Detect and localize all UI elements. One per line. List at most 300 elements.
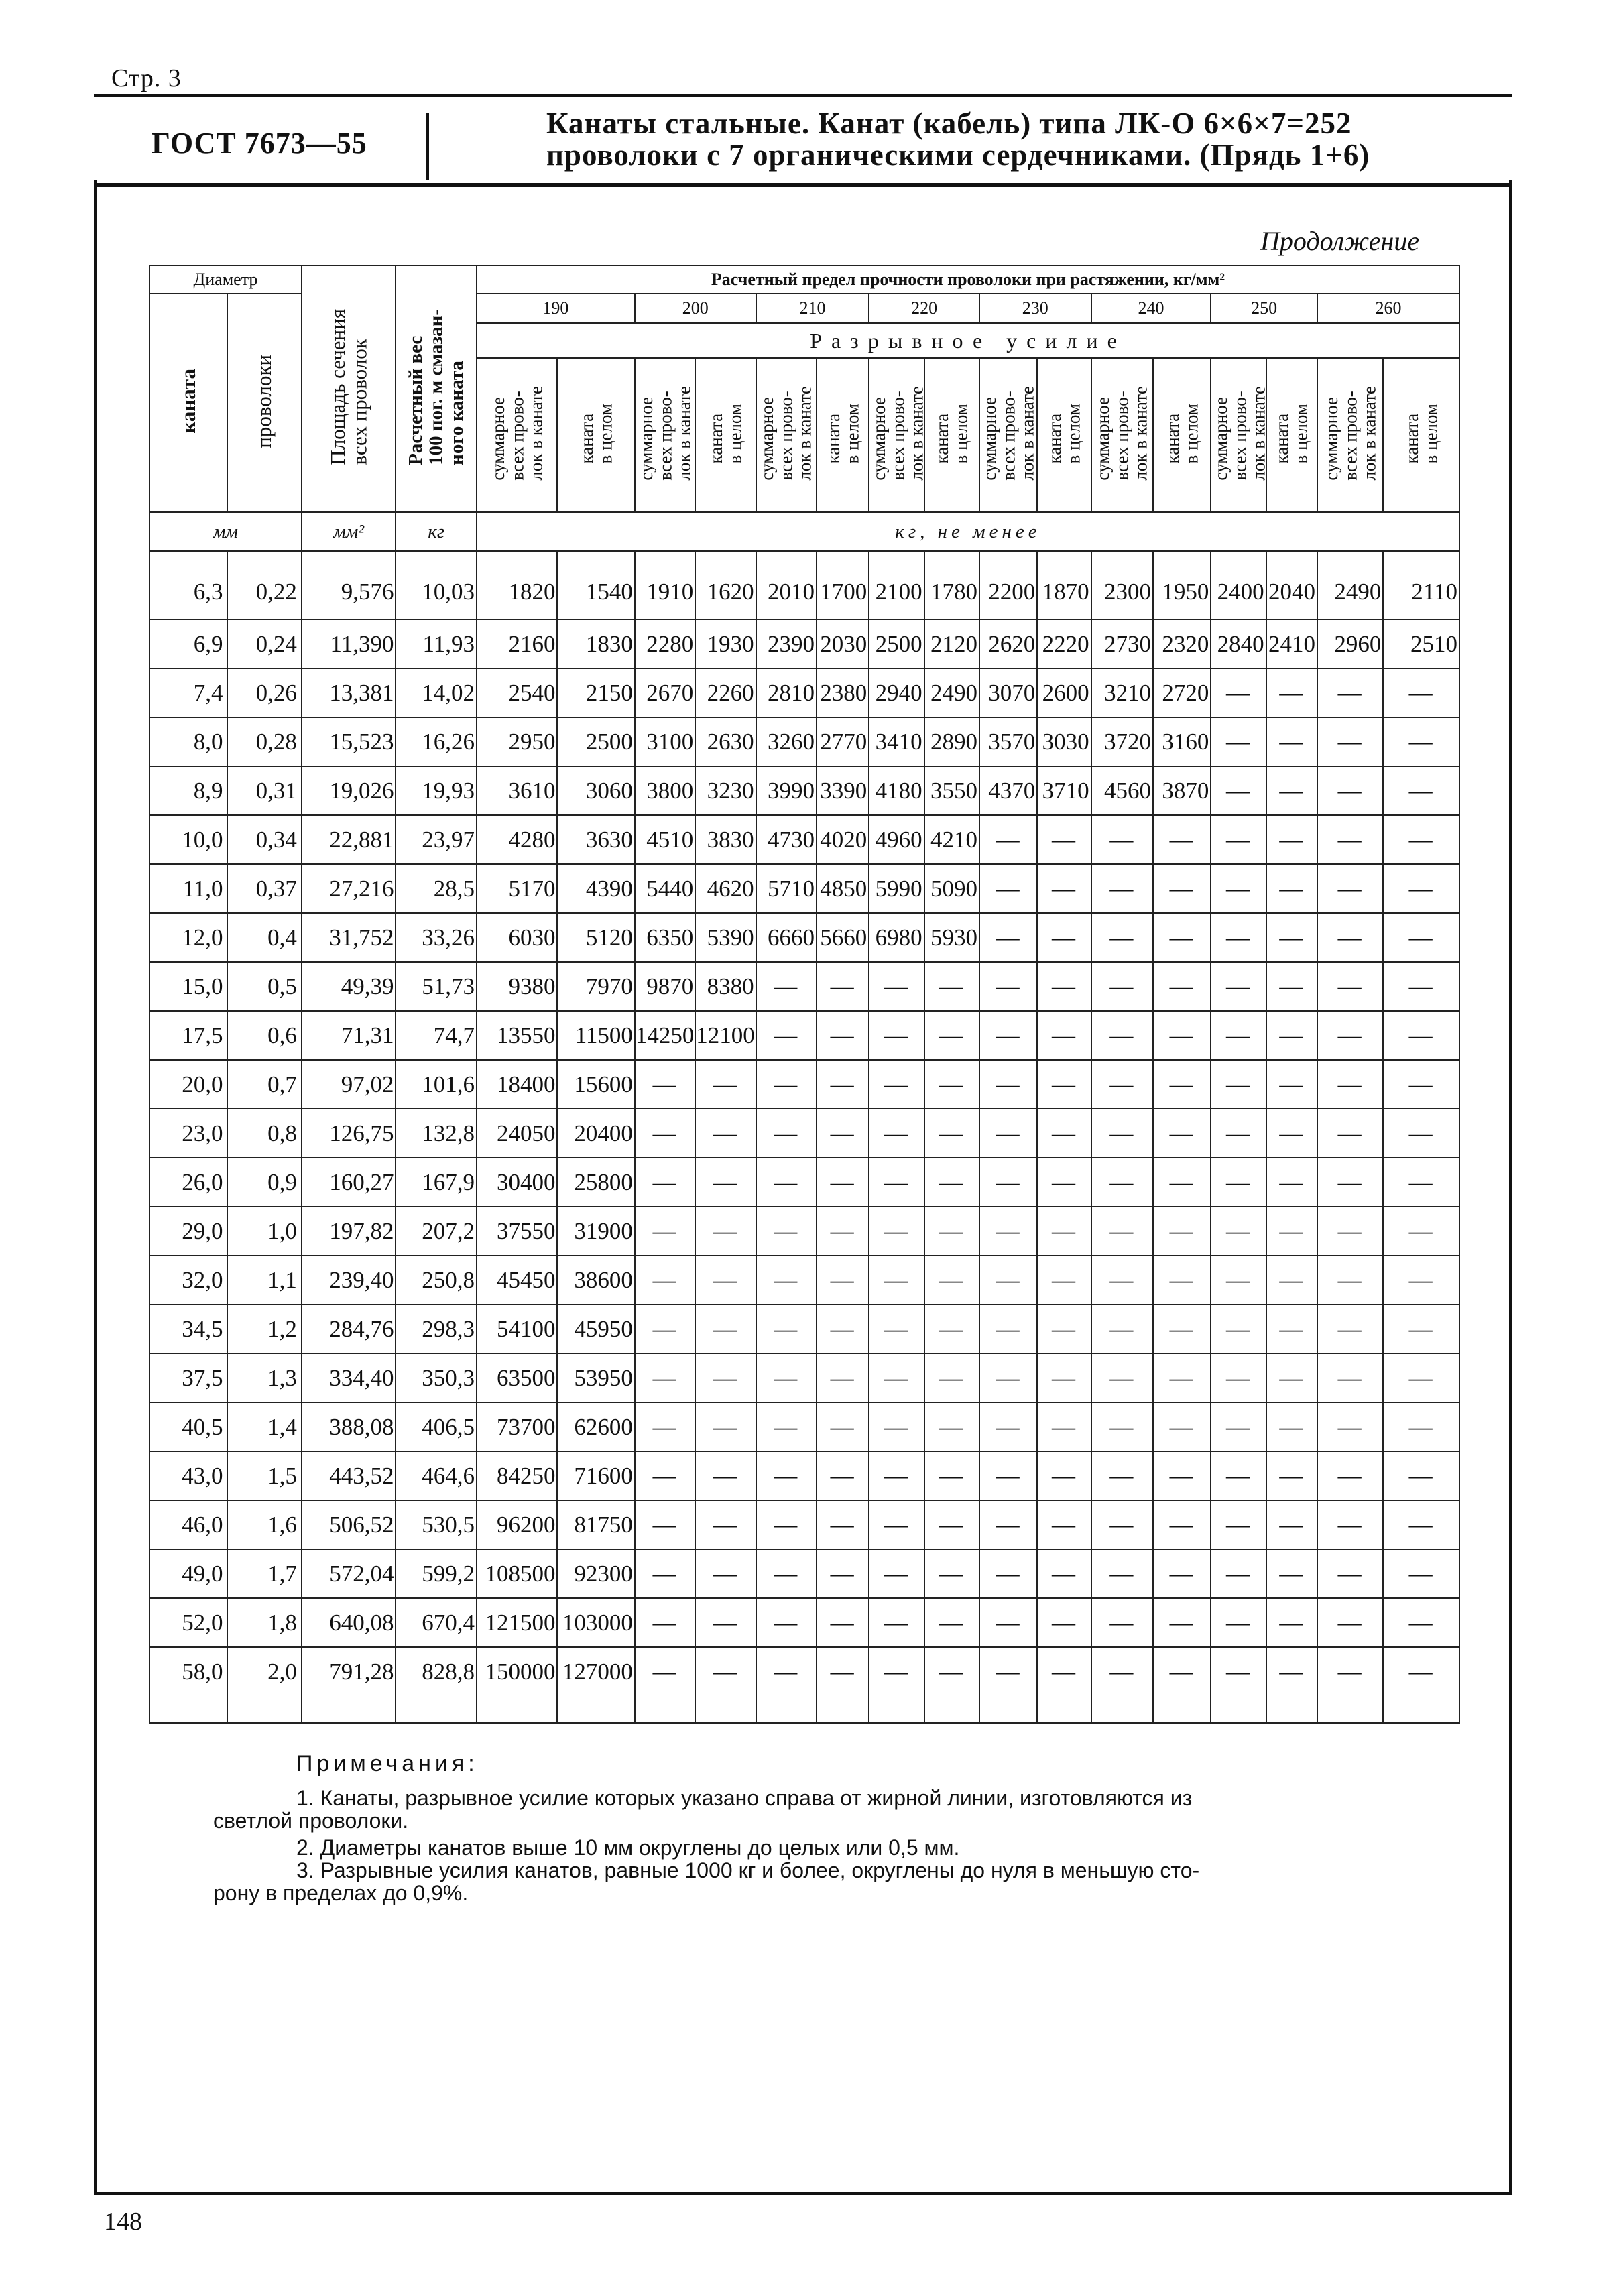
table-cell: —: [1317, 1500, 1383, 1549]
table-cell: 53950: [557, 1353, 634, 1402]
table-row: [149, 864, 1459, 913]
table-cell: —: [1383, 717, 1459, 766]
table-cell: —: [1211, 1500, 1266, 1549]
table-cell: 14,02: [396, 668, 476, 717]
table-cell: 3390: [817, 766, 869, 815]
table-cell: —: [1091, 962, 1153, 1011]
table-row: [149, 1549, 1459, 1598]
table-cell: 4960: [869, 815, 924, 864]
table-cell: —: [1317, 1402, 1383, 1451]
table-cell: 92300: [557, 1549, 634, 1598]
table-cell: 2890: [924, 717, 979, 766]
table-cell: —: [695, 1305, 756, 1353]
table-cell: 101,6: [396, 1060, 476, 1109]
table-cell: —: [924, 1500, 979, 1549]
table-cell: 37550: [477, 1207, 557, 1256]
table-cell: 5390: [695, 913, 756, 962]
table-cell: —: [1153, 1060, 1211, 1109]
table-cell: —: [1037, 1598, 1091, 1647]
table-cell: 2260: [695, 668, 756, 717]
table-cell: —: [869, 1549, 924, 1598]
notes-title: Примечания:: [296, 1751, 479, 1776]
table-cell: 1870: [1037, 551, 1091, 619]
header-sum-240: суммарное всех прово- лок в канате: [1091, 358, 1153, 512]
table-cell: —: [979, 913, 1037, 962]
table-cell: —: [756, 1109, 817, 1158]
table-cell: —: [1317, 913, 1383, 962]
table-cell: 2500: [869, 619, 924, 668]
header-whole-190: каната в целом: [557, 358, 634, 512]
table-cell: —: [1383, 1158, 1459, 1207]
table-cell: —: [924, 1647, 979, 1723]
table-cell: —: [1211, 1451, 1266, 1500]
table-cell: —: [1266, 913, 1317, 962]
table-cell: 5710: [756, 864, 817, 913]
strength-210: 210: [756, 294, 869, 323]
table-cell: 2670: [635, 668, 695, 717]
table-cell: 38600: [557, 1256, 634, 1305]
table-cell: 2490: [1317, 551, 1383, 619]
table-cell: —: [1211, 1598, 1266, 1647]
table-cell: 6980: [869, 913, 924, 962]
table-cell: —: [979, 1158, 1037, 1207]
table-cell: 3990: [756, 766, 817, 815]
table-cell: —: [756, 1549, 817, 1598]
table-cell: —: [756, 1158, 817, 1207]
table-cell: —: [1317, 1256, 1383, 1305]
table-cell: —: [1153, 1549, 1211, 1598]
table-cell: —: [1383, 864, 1459, 913]
header-whole-200: каната в целом: [695, 358, 756, 512]
table-cell: —: [695, 1109, 756, 1158]
table-cell: 12,0: [149, 913, 227, 962]
table-cell: 43,0: [149, 1451, 227, 1500]
header-whole-260: каната в целом: [1383, 358, 1459, 512]
table-cell: 14250: [635, 1011, 695, 1060]
table-cell: —: [756, 1207, 817, 1256]
table-cell: 31900: [557, 1207, 634, 1256]
table-cell: —: [869, 1353, 924, 1402]
table-cell: 26,0: [149, 1158, 227, 1207]
table-cell: 3410: [869, 717, 924, 766]
table-cell: 5990: [869, 864, 924, 913]
table-cell: —: [1211, 1549, 1266, 1598]
table-cell: 73700: [477, 1402, 557, 1451]
table-cell: —: [635, 1207, 695, 1256]
table-cell: 1,3: [227, 1353, 301, 1402]
table-cell: 2300: [1091, 551, 1153, 619]
table-cell: —: [979, 1647, 1037, 1723]
table-cell: 121500: [477, 1598, 557, 1647]
table-cell: 11,390: [302, 619, 396, 668]
note-1a: 1. Канаты, разрывное усилие которых указано справа от жирной линии, изготовляются из: [296, 1786, 1193, 1810]
table-cell: —: [979, 1598, 1037, 1647]
table-cell: —: [1266, 766, 1317, 815]
table-cell: 6660: [756, 913, 817, 962]
table-cell: 1,2: [227, 1305, 301, 1353]
table-cell: 3210: [1091, 668, 1153, 717]
table-cell: —: [1266, 1158, 1317, 1207]
table-row: [149, 1158, 1459, 1207]
table-cell: —: [1317, 1647, 1383, 1723]
table-row: [149, 1305, 1459, 1353]
table-cell: 1,5: [227, 1451, 301, 1500]
table-cell: —: [1211, 1402, 1266, 1451]
header-sum-190: суммарное всех прово- лок в канате: [477, 358, 557, 512]
table-cell: —: [817, 1207, 869, 1256]
table-cell: 506,52: [302, 1500, 396, 1549]
table-cell: —: [1266, 1500, 1317, 1549]
table-cell: —: [1153, 913, 1211, 962]
table-row: [149, 619, 1459, 668]
table-cell: —: [979, 1060, 1037, 1109]
table-cell: —: [1266, 815, 1317, 864]
table-cell: 350,3: [396, 1353, 476, 1402]
table-cell: —: [817, 1060, 869, 1109]
table-cell: —: [1211, 913, 1266, 962]
table-cell: 1620: [695, 551, 756, 619]
table-row: [149, 766, 1459, 815]
table-cell: 197,82: [302, 1207, 396, 1256]
table-cell: —: [1266, 962, 1317, 1011]
header-area: Площадь сечения всех проволок: [302, 265, 396, 512]
table-cell: —: [1266, 1647, 1317, 1723]
table-cell: 1700: [817, 551, 869, 619]
table-cell: 74,7: [396, 1011, 476, 1060]
table-cell: 334,40: [302, 1353, 396, 1402]
strength-200: 200: [635, 294, 756, 323]
table-cell: —: [756, 1256, 817, 1305]
table-cell: —: [1317, 962, 1383, 1011]
table-cell: 1,7: [227, 1549, 301, 1598]
table-cell: 1950: [1153, 551, 1211, 619]
table-cell: —: [695, 1353, 756, 1402]
table-cell: —: [817, 1647, 869, 1723]
table-cell: 32,0: [149, 1256, 227, 1305]
table-cell: —: [756, 1060, 817, 1109]
table-cell: —: [869, 1451, 924, 1500]
table-cell: 5440: [635, 864, 695, 913]
table-cell: 1540: [557, 551, 634, 619]
table-cell: 20400: [557, 1109, 634, 1158]
table-cell: 2960: [1317, 619, 1383, 668]
table-cell: —: [1037, 1158, 1091, 1207]
table-cell: —: [756, 1500, 817, 1549]
table-cell: 2380: [817, 668, 869, 717]
table-cell: —: [924, 1305, 979, 1353]
table-cell: 2940: [869, 668, 924, 717]
table-cell: —: [635, 1647, 695, 1723]
table-cell: —: [1091, 1598, 1153, 1647]
table-cell: —: [1091, 864, 1153, 913]
table-cell: —: [869, 1647, 924, 1723]
document-title-line2: проволоки с 7 органическими сердечниками. (Прядь 1+6): [546, 138, 1370, 172]
table-cell: —: [1037, 1305, 1091, 1353]
table-cell: 3030: [1037, 717, 1091, 766]
table-cell: 30400: [477, 1158, 557, 1207]
header-strength: Расчетный предел прочности проволоки при растяжении, кг/мм²: [477, 265, 1459, 294]
table-cell: 1,6: [227, 1500, 301, 1549]
header-whole-220: каната в целом: [924, 358, 979, 512]
rope-data-table: [149, 265, 1460, 1724]
table-cell: 443,52: [302, 1451, 396, 1500]
table-cell: —: [1211, 815, 1266, 864]
table-cell: —: [1266, 1549, 1317, 1598]
table-cell: 6350: [635, 913, 695, 962]
table-cell: —: [1317, 1060, 1383, 1109]
table-cell: 1,8: [227, 1598, 301, 1647]
table-cell: —: [1211, 864, 1266, 913]
table-cell: —: [869, 962, 924, 1011]
table-cell: —: [635, 1451, 695, 1500]
table-row: [149, 1598, 1459, 1647]
table-cell: —: [1211, 962, 1266, 1011]
table-cell: —: [1266, 1256, 1317, 1305]
table-cell: 388,08: [302, 1402, 396, 1451]
page-label: Стр. 3: [111, 64, 182, 93]
table-cell: 2200: [979, 551, 1037, 619]
strength-250: 250: [1211, 294, 1317, 323]
table-cell: —: [1037, 1011, 1091, 1060]
table-cell: 3610: [477, 766, 557, 815]
table-cell: —: [1317, 1598, 1383, 1647]
table-cell: —: [1037, 1109, 1091, 1158]
note-3b: рону в пределах до 0,9%.: [213, 1881, 469, 1905]
table-cell: 2810: [756, 668, 817, 717]
table-cell: —: [695, 1451, 756, 1500]
table-cell: —: [817, 1305, 869, 1353]
table-cell: 3800: [635, 766, 695, 815]
table-cell: —: [635, 1549, 695, 1598]
table-cell: —: [1091, 1353, 1153, 1402]
table-cell: 4850: [817, 864, 869, 913]
table-cell: —: [1091, 1256, 1153, 1305]
table-row: [149, 717, 1459, 766]
table-cell: —: [1317, 1451, 1383, 1500]
table-cell: 71600: [557, 1451, 634, 1500]
table-cell: —: [1383, 815, 1459, 864]
table-cell: —: [924, 1256, 979, 1305]
table-cell: 51,73: [396, 962, 476, 1011]
table-cell: 11500: [557, 1011, 634, 1060]
table-cell: 58,0: [149, 1647, 227, 1723]
table-cell: 4180: [869, 766, 924, 815]
table-cell: 2220: [1037, 619, 1091, 668]
table-row: [149, 815, 1459, 864]
table-cell: —: [695, 1402, 756, 1451]
table-cell: 640,08: [302, 1598, 396, 1647]
table-cell: 11,0: [149, 864, 227, 913]
table-cell: 52,0: [149, 1598, 227, 1647]
table-cell: 1910: [635, 551, 695, 619]
table-cell: —: [979, 1353, 1037, 1402]
table-cell: —: [979, 962, 1037, 1011]
table-cell: —: [817, 1011, 869, 1060]
table-cell: 3160: [1153, 717, 1211, 766]
table-cell: —: [1091, 1549, 1153, 1598]
table-cell: —: [1266, 1353, 1317, 1402]
table-cell: 406,5: [396, 1402, 476, 1451]
table-cell: 3550: [924, 766, 979, 815]
table-cell: 9,576: [302, 551, 396, 619]
table-cell: 17,5: [149, 1011, 227, 1060]
table-cell: 464,6: [396, 1451, 476, 1500]
table-cell: 2720: [1153, 668, 1211, 717]
table-cell: 4620: [695, 864, 756, 913]
table-cell: 0,24: [227, 619, 301, 668]
table-row: [149, 1647, 1459, 1723]
table-cell: 0,6: [227, 1011, 301, 1060]
table-cell: 33,26: [396, 913, 476, 962]
table-cell: —: [1211, 668, 1266, 717]
table-cell: 599,2: [396, 1549, 476, 1598]
note-1b: светлой проволоки.: [213, 1809, 409, 1833]
table-cell: —: [817, 1109, 869, 1158]
table-row: [149, 1500, 1459, 1549]
table-cell: 2030: [817, 619, 869, 668]
table-cell: 0,31: [227, 766, 301, 815]
table-cell: —: [1091, 1158, 1153, 1207]
table-cell: 2110: [1383, 551, 1459, 619]
table-row: [149, 962, 1459, 1011]
table-cell: —: [817, 1451, 869, 1500]
table-cell: —: [635, 1500, 695, 1549]
table-cell: —: [1153, 1353, 1211, 1402]
table-cell: —: [1091, 1305, 1153, 1353]
table-cell: —: [635, 1353, 695, 1402]
table-cell: —: [1383, 1256, 1459, 1305]
table-cell: 791,28: [302, 1647, 396, 1723]
table-cell: —: [1266, 1011, 1317, 1060]
table-cell: 9380: [477, 962, 557, 1011]
table-cell: —: [1266, 1598, 1317, 1647]
table-cell: —: [1383, 1598, 1459, 1647]
table-cell: —: [1153, 1402, 1211, 1451]
table-row: [149, 551, 1459, 619]
table-cell: 15,0: [149, 962, 227, 1011]
table-cell: 1,4: [227, 1402, 301, 1451]
table-cell: —: [695, 1598, 756, 1647]
table-cell: 3720: [1091, 717, 1153, 766]
table-cell: —: [1037, 1451, 1091, 1500]
table-cell: —: [1317, 1549, 1383, 1598]
header-sum-210: суммарное всех прово- лок в канате: [756, 358, 817, 512]
table-cell: —: [1317, 668, 1383, 717]
table-cell: —: [979, 1207, 1037, 1256]
table-cell: 250,8: [396, 1256, 476, 1305]
table-cell: 132,8: [396, 1109, 476, 1158]
table-cell: —: [1317, 815, 1383, 864]
table-row: [149, 1353, 1459, 1402]
table-cell: —: [1211, 1353, 1266, 1402]
table-cell: 11,93: [396, 619, 476, 668]
table-cell: 0,22: [227, 551, 301, 619]
table-cell: 2600: [1037, 668, 1091, 717]
table-cell: —: [1037, 1256, 1091, 1305]
table-cell: 2630: [695, 717, 756, 766]
table-cell: —: [1317, 717, 1383, 766]
table-cell: 8,9: [149, 766, 227, 815]
table-cell: —: [817, 1158, 869, 1207]
table-cell: —: [1037, 1549, 1091, 1598]
table-cell: —: [756, 1598, 817, 1647]
header-whole-230: каната в целом: [1037, 358, 1091, 512]
frame-bottom-rule: [94, 2192, 1512, 2195]
table-cell: 22,881: [302, 815, 396, 864]
table-cell: 8380: [695, 962, 756, 1011]
table-cell: 2500: [557, 717, 634, 766]
table-cell: —: [1266, 1207, 1317, 1256]
header-diameter: Диаметр: [149, 265, 302, 294]
table-cell: 54100: [477, 1305, 557, 1353]
note-2: 2. Диаметры канатов выше 10 мм округлены до целых или 0,5 мм.: [296, 1835, 960, 1860]
table-cell: 4370: [979, 766, 1037, 815]
table-cell: —: [1037, 1060, 1091, 1109]
table-cell: —: [1317, 1353, 1383, 1402]
table-cell: —: [1091, 1647, 1153, 1723]
table-cell: 49,0: [149, 1549, 227, 1598]
page-number: 148: [104, 2208, 142, 2236]
table-cell: 27,216: [302, 864, 396, 913]
table-cell: —: [1091, 1500, 1153, 1549]
table-cell: 96200: [477, 1500, 557, 1549]
table-cell: —: [1211, 1647, 1266, 1723]
table-cell: 15600: [557, 1060, 634, 1109]
table-cell: —: [635, 1402, 695, 1451]
table-cell: 5120: [557, 913, 634, 962]
table-cell: —: [869, 1256, 924, 1305]
header-rope: каната: [149, 294, 227, 512]
table-cell: 108500: [477, 1549, 557, 1598]
document-title-line1: Канаты стальные. Канат (кабель) типа ЛК-О 6×6×7=252: [546, 107, 1352, 140]
table-cell: —: [1211, 1011, 1266, 1060]
header-divider: [426, 113, 429, 180]
table-cell: —: [1153, 1109, 1211, 1158]
table-cell: —: [1091, 1011, 1153, 1060]
table-cell: —: [1153, 1647, 1211, 1723]
header-whole-210: каната в целом: [817, 358, 869, 512]
table-cell: 19,93: [396, 766, 476, 815]
table-cell: 284,76: [302, 1305, 396, 1353]
table-cell: —: [1383, 1353, 1459, 1402]
table-cell: —: [1317, 864, 1383, 913]
table-cell: —: [869, 1011, 924, 1060]
table-cell: —: [756, 1451, 817, 1500]
table-cell: —: [1091, 1207, 1153, 1256]
table-row: [149, 668, 1459, 717]
table-cell: —: [924, 1011, 979, 1060]
table-cell: 2950: [477, 717, 557, 766]
table-cell: —: [1211, 717, 1266, 766]
table-cell: 20,0: [149, 1060, 227, 1109]
table-cell: 29,0: [149, 1207, 227, 1256]
table-cell: 2410: [1266, 619, 1317, 668]
table-cell: —: [1153, 1158, 1211, 1207]
frame-left-rule: [94, 180, 97, 2194]
table-cell: —: [1266, 1060, 1317, 1109]
table-cell: 530,5: [396, 1500, 476, 1549]
table-cell: —: [817, 1256, 869, 1305]
table-cell: 2040: [1266, 551, 1317, 619]
table-cell: —: [924, 1158, 979, 1207]
table-cell: —: [695, 1158, 756, 1207]
table-cell: 0,5: [227, 962, 301, 1011]
table-cell: —: [1153, 1598, 1211, 1647]
table-cell: 31,752: [302, 913, 396, 962]
strength-260: 260: [1317, 294, 1459, 323]
table-cell: 6030: [477, 913, 557, 962]
table-cell: —: [924, 1549, 979, 1598]
